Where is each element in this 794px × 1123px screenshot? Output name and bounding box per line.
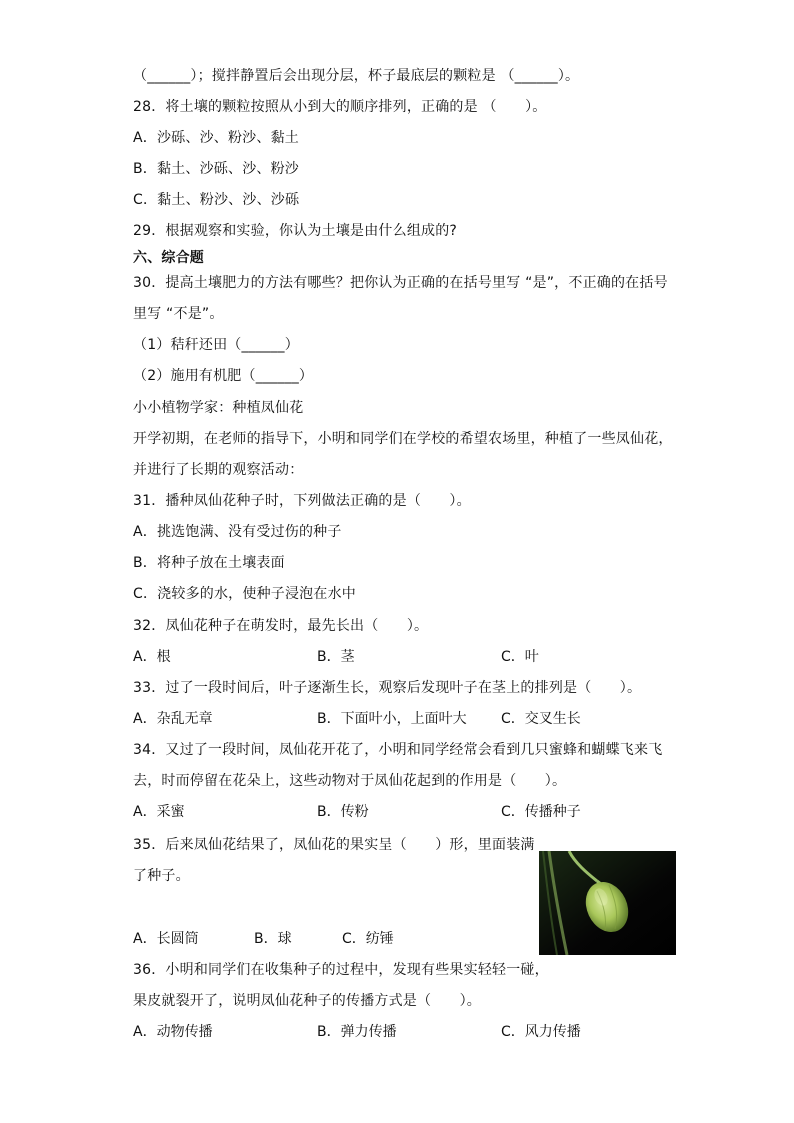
q27-continuation: （______）；搅拌静置后会出现分层，杯子最底层的颗粒是 （______）。	[133, 68, 580, 84]
topic-title: 小小植物学家：种植凤仙花	[133, 400, 304, 416]
q28-option-b: B．黏土、沙砾、沙、粉沙	[133, 161, 300, 177]
question-30-line2: 里写 “不是”。	[133, 306, 224, 322]
q28-option-c: C．黏土、粉沙、沙、沙砾	[133, 192, 300, 208]
q31-option-b: B．将种子放在土壤表面	[133, 555, 285, 571]
question-35-line1: 35．后来凤仙花结果了，凤仙花的果实呈（ ）形，里面装满	[133, 837, 535, 853]
q34-option-a: A．采蜜	[133, 804, 185, 820]
q30-item-1: （1）秸秆还田（______）	[133, 337, 299, 353]
q35-option-c: C．纺锤	[342, 931, 394, 947]
q32-option-b: B．茎	[317, 649, 355, 665]
question-33: 33．过了一段时间后，叶子逐渐生长，观察后发现叶子在茎上的排列是（ ）。	[133, 680, 642, 696]
question-36-line1: 36．小明和同学们在收集种子的过程中，发现有些果实轻轻一碰，	[133, 962, 549, 978]
impatiens-seed-pod-photo	[539, 851, 676, 955]
question-36-line2: 果皮就裂开了，说明凤仙花种子的传播方式是（ ）。	[133, 993, 481, 1009]
q28-option-a: A．沙砾、沙、粉沙、黏土	[133, 130, 299, 146]
question-35-line2: 了种子。	[133, 868, 190, 884]
q34-option-b: B．传粉	[317, 804, 369, 820]
question-34-line2: 去，时而停留在花朵上，这些动物对于凤仙花起到的作用是（ ）。	[133, 773, 567, 789]
intro-line2: 并进行了长期的观察活动：	[133, 462, 304, 478]
q33-option-c: C．交叉生长	[501, 711, 581, 727]
question-32: 32．凤仙花种子在萌发时，最先长出（ ）。	[133, 618, 429, 634]
q32-option-c: C．叶	[501, 649, 539, 665]
q31-option-a: A．挑选饱满、没有受过伤的种子	[133, 524, 342, 540]
q30-item-2: （2）施用有机肥（______）	[133, 368, 314, 384]
q36-option-c: C．风力传播	[501, 1024, 581, 1040]
section-heading-6: 六、综合题	[133, 250, 204, 266]
q34-option-c: C．传播种子	[501, 804, 581, 820]
q36-option-b: B．弹力传播	[317, 1024, 397, 1040]
q33-option-a: A．杂乱无章	[133, 711, 213, 727]
q31-option-c: C．浇较多的水，使种子浸泡在水中	[133, 586, 356, 602]
q33-option-b: B．下面叶小，上面叶大	[317, 711, 467, 727]
q36-option-a: A．动物传播	[133, 1024, 213, 1040]
q32-option-a: A．根	[133, 649, 171, 665]
q35-option-a: A．长圆筒	[133, 931, 199, 947]
question-30-line1: 30．提高土壤肥力的方法有哪些？把你认为正确的在括号里写 “是”，不正确的在括号	[133, 275, 668, 291]
q35-option-b: B．球	[254, 931, 292, 947]
intro-line1: 开学初期，在老师的指导下，小明和同学们在学校的希望农场里，种植了一些凤仙花，	[133, 431, 673, 447]
question-28: 28．将土壤的颗粒按照从小到大的顺序排列，正确的是 （ ）。	[133, 99, 547, 115]
seed-pod-icon	[539, 851, 676, 955]
question-29: 29．根据观察和实验，你认为土壤是由什么组成的?	[133, 223, 458, 239]
question-31: 31．播种凤仙花种子时，下列做法正确的是（ ）。	[133, 493, 471, 509]
question-34-line1: 34．又过了一段时间，凤仙花开花了，小明和同学经常会看到几只蜜蜂和蝴蝶飞来飞	[133, 742, 663, 758]
